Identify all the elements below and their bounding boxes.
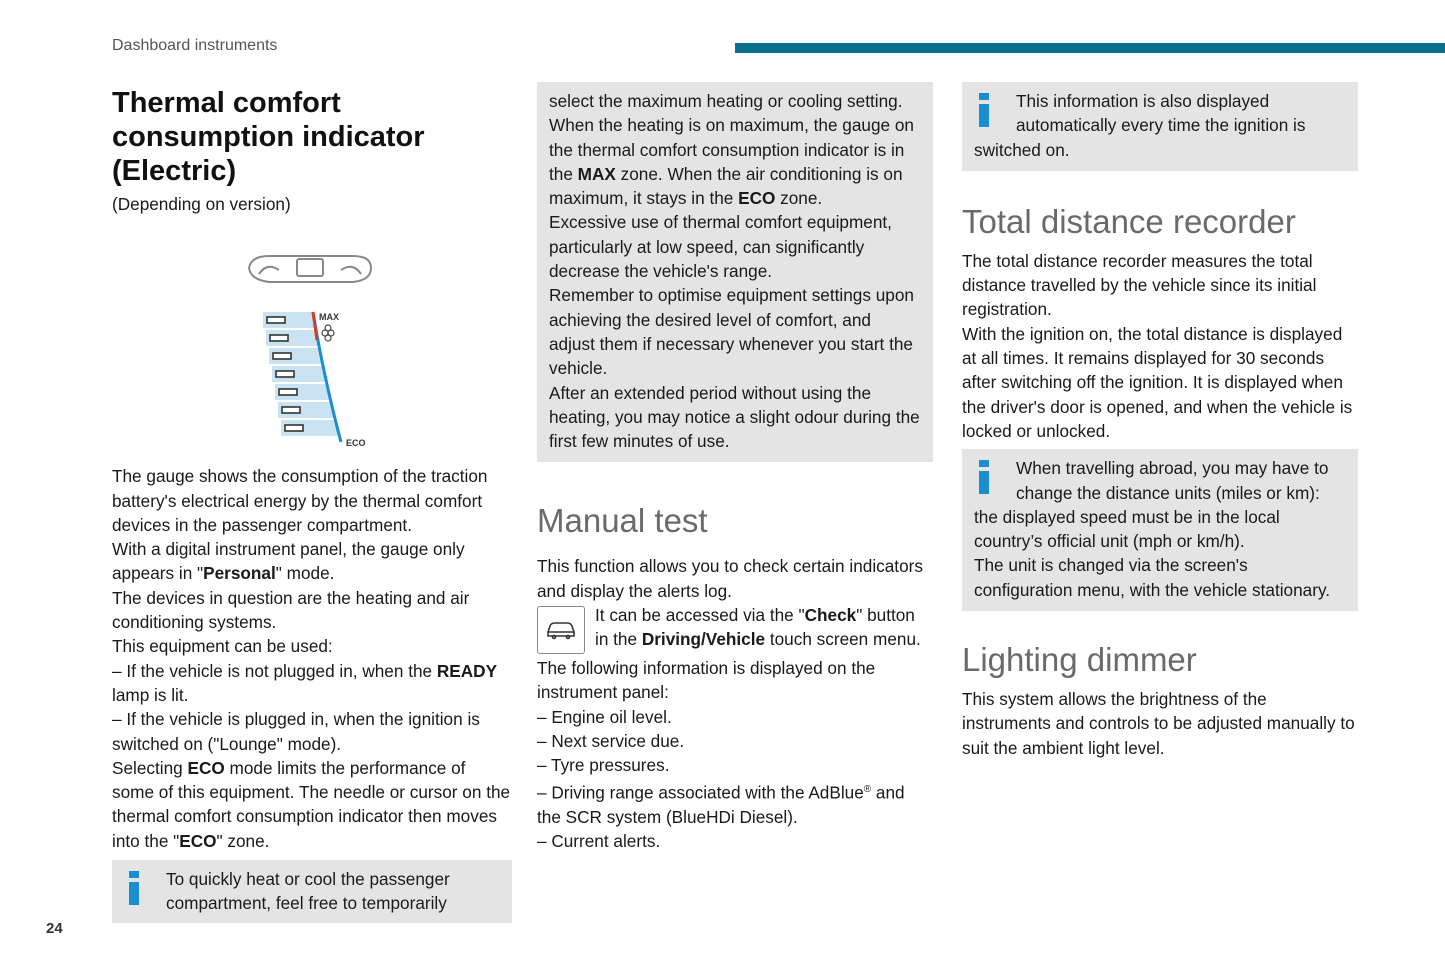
manual-item-2: – Next service due. — [537, 730, 685, 751]
gauge-segment — [270, 335, 288, 341]
thermal-list-item-1: – If the vehicle is not plugged in, when the READY lamp is lit. — [112, 660, 498, 705]
note-cont-1: select the maximum heating or cooling setting. — [549, 91, 903, 111]
manual-item-1: – Engine oil level. — [537, 706, 672, 727]
info-note-ignition — [962, 82, 1358, 171]
gauge-segment — [279, 389, 297, 395]
note-cont-2: When the heating is on maximum, the gauge on the thermal comfort consumption indicator is in the MAX zone. When the air conditioning is on maximum, it stays in the ECO zone. — [549, 115, 914, 209]
thermal-p1: The gauge shows the consumption of the traction battery's electrical energy by the thermal comfort devices in the passenger compartment. — [112, 466, 488, 535]
manual-test-title: Manual test — [537, 502, 708, 540]
column-1 — [112, 82, 512, 923]
column-3 — [962, 82, 1358, 760]
info-icon — [978, 93, 990, 129]
thermal-title: Thermal comfort consumption indicator (Electric) — [112, 87, 425, 187]
info-note-ignition-text: This information is also displayed automatically every time the ignition is switched on. — [974, 91, 1306, 160]
vehicle-check-icon — [537, 606, 585, 654]
total-distance-title: Total distance recorder — [962, 202, 1296, 240]
gauge-segment — [267, 317, 285, 323]
manual-check-paragraph: It can be accessed via the "Check" button in the Driving/Vehicle touch screen menu. — [537, 603, 933, 652]
manual-item-4: – Driving range associated with the AdBlue® and the SCR system (BlueHDi Diesel). — [537, 782, 905, 827]
info-note-units-text-1: When travelling abroad, you may have to change the distance units (miles or km): the displayed speed must be in the local country’s official unit (mph or km/h). — [974, 458, 1329, 552]
lighting-dimmer-title: Lighting dimmer — [962, 641, 1197, 679]
running-header: Dashboard instruments — [112, 37, 278, 54]
gauge-eco-label: ECO — [346, 438, 366, 449]
header-accent-bar — [735, 43, 1445, 53]
thermal-gauge-illustration — [245, 254, 375, 450]
info-note-thermal-text: To quickly heat or cool the passenger compartment, feel free to temporarily — [166, 869, 450, 914]
thermal-list-item-2: – If the vehicle is plugged in, when the ignition is switched on ("Lounge" mode). — [112, 709, 480, 754]
thermal-p5: Selecting ECO mode limits the performance of some of this equipment. The needle or cursor on the thermal comfort consumption indicator then moves into the "ECO" zone. — [112, 757, 511, 851]
manual-item-5: – Current alerts. — [537, 830, 661, 851]
fan-icon — [322, 325, 334, 341]
thermal-p3: The devices in question are the heating and air conditioning systems. — [112, 587, 470, 633]
gauge-segment — [282, 407, 300, 413]
info-icon — [978, 460, 990, 496]
gauge-segment — [285, 425, 303, 431]
manual-p3: The following information is displayed on the instrument panel: — [537, 658, 876, 703]
manual-p1: This function allows you to check certain indicators and display the alerts log. — [537, 556, 923, 601]
gauge-max-label: MAX — [319, 312, 339, 323]
column-2 — [537, 82, 933, 853]
thermal-p4: This equipment can be used: — [112, 636, 333, 657]
info-icon — [128, 871, 140, 907]
manual-item-3: – Tyre pressures. — [537, 755, 670, 776]
gauge-segment — [276, 371, 294, 377]
page-number: 24 — [46, 920, 63, 937]
info-note-thermal-continued — [537, 82, 933, 462]
thermal-p2: With a digital instrument panel, the gauge only appears in "Personal" mode. — [112, 539, 465, 584]
note-cont-5: After an extended period without using the heating, you may notice a slight odour during the first few minutes of use. — [549, 382, 920, 452]
info-note-units-text-2: The unit is changed via the screen's configuration menu, with the vehicle stationary. — [974, 555, 1331, 600]
lighting-p1: This system allows the brightness of the instruments and controls to be adjusted manually to suit the ambient light level. — [962, 689, 1355, 758]
info-note-units — [962, 449, 1358, 611]
total-p1: The total distance recorder measures the total distance travelled by the vehicle since its initial registration. — [962, 250, 1317, 320]
instrument-panel-icon — [249, 256, 371, 282]
info-note-thermal — [112, 860, 512, 923]
gauge-segment — [273, 353, 291, 359]
note-cont-3: Excessive use of thermal comfort equipment, particularly at low speed, can significantly decrease the vehicle's range. — [549, 212, 892, 282]
total-p2: With the ignition on, the total distance is displayed at all times. It remains displayed for 30 seconds after switching off the ignition. It is displayed when the driver's door is opened, and when the vehicle is locked or unlocked. — [962, 323, 1353, 441]
thermal-subtitle: (Depending on version) — [112, 194, 291, 214]
note-cont-4: Remember to optimise equipment settings upon achieving the desired level of comfort, and adjust them if necessary whenever you start the vehicle. — [549, 285, 914, 379]
